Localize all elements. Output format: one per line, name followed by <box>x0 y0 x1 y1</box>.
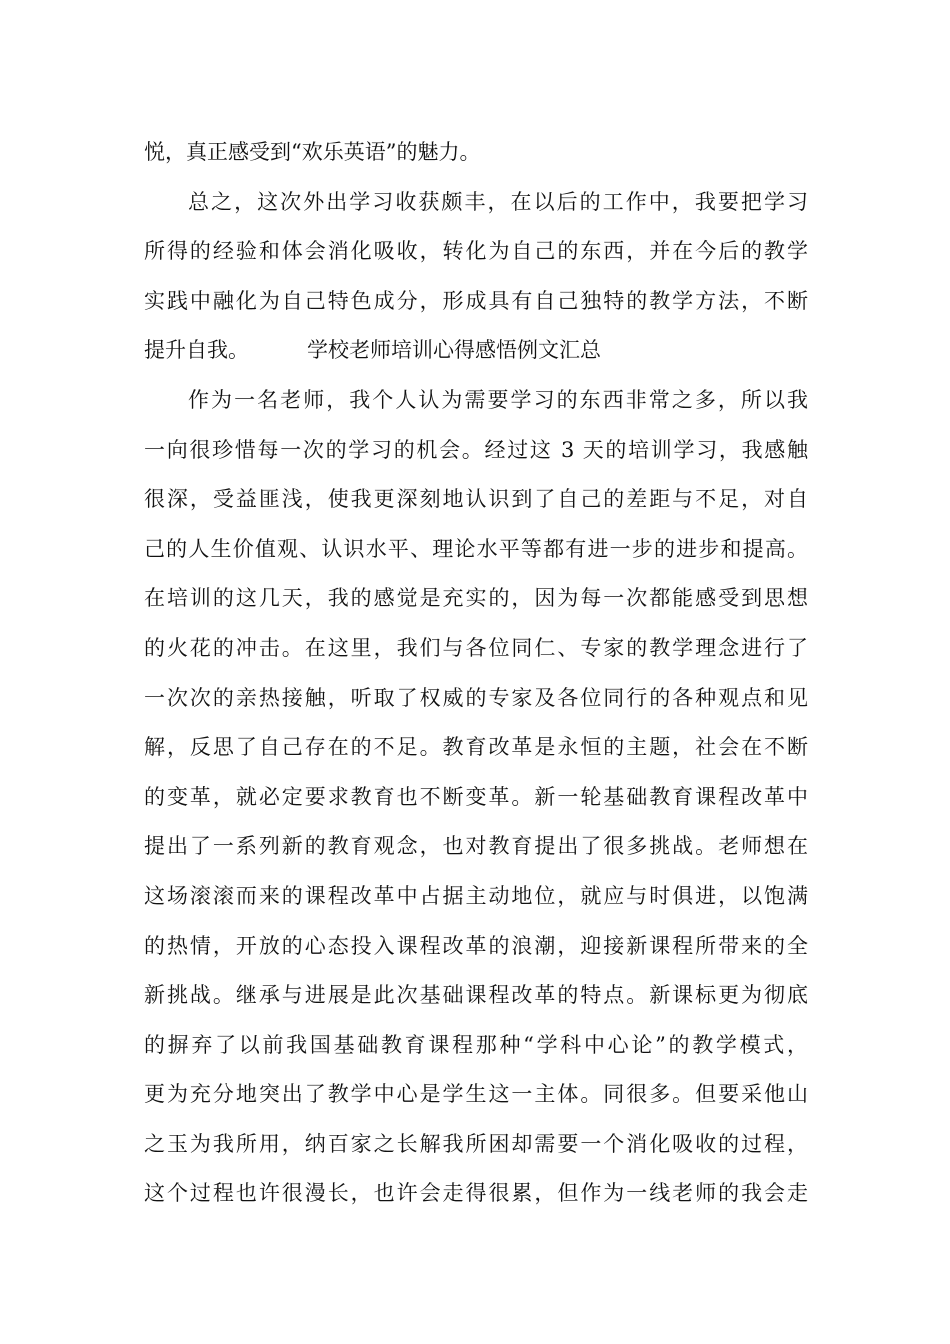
text-line: 一次次的亲热接触，听取了权威的专家及各位同行的各种观点和见 <box>144 685 808 710</box>
text-line: 的热情，开放的心态投入课程改革的浪潮，迎接新课程所带来的全 <box>144 933 808 958</box>
text-line: 己的人生价值观、认识水平、理论水平等都有进一步的进步和提高。 <box>144 536 808 561</box>
document-body <box>144 128 808 1219</box>
text-line: 解，反思了自己存在的不足。教育改革是永恒的主题，社会在不断 <box>144 735 808 760</box>
text-line: 新挑战。继承与进展是此次基础课程改革的特点。新课标更为彻底 <box>144 983 808 1008</box>
text-line: 的火花的冲击。在这里，我们与各位同仁、专家的教学理念进行了 <box>144 635 808 660</box>
text-line: 作为一名老师，我个人认为需要学习的东西非常之多，所以我 <box>188 387 808 412</box>
text-line-start: 提升自我。 <box>144 338 249 363</box>
text-line: 更为充分地突出了教学中心是学生这一主体。同很多。但要采他山 <box>144 1082 808 1107</box>
text-line: 的变革，就必定要求教育也不断变革。新一轮基础教育课程改革中 <box>144 784 808 809</box>
text-line: 提出了一系列新的教育观念，也对教育提出了很多挑战。老师想在 <box>144 834 808 859</box>
text-line: 之玉为我所用，纳百家之长解我所困却需要一个消化吸收的过程， <box>144 1131 808 1156</box>
text-line: 一向很珍惜每一次的学习的机会。经过这 3 天的培训学习，我感触 <box>144 437 808 462</box>
text-line: 的摒弃了以前我国基础教育课程那种“学科中心论”的教学模式， <box>144 1032 808 1057</box>
text-line: 在培训的这几天，我的感觉是充实的，因为每一次都能感受到思想 <box>144 586 808 611</box>
text-line: 这个过程也许很漫长，也许会走得很累，但作为一线老师的我会走 <box>144 1181 808 1206</box>
article-heading: 学校老师培训心得感悟例文汇总 <box>307 338 601 363</box>
text-line-with-heading <box>144 326 808 376</box>
paragraph-continuation <box>144 128 808 178</box>
text-line: 总之，这次外出学习收获颇丰，在以后的工作中，我要把学习 <box>188 189 808 214</box>
paragraph-summary <box>144 178 808 376</box>
text-line: 很深，受益匪浅，使我更深刻地认识到了自己的差距与不足，对自 <box>144 487 808 512</box>
text-line: 悦，真正感受到“欢乐英语”的魅力。 <box>144 140 481 164</box>
text-line: 所得的经验和体会消化吸收，转化为自己的东西，并在今后的教学 <box>144 239 808 264</box>
text-line: 这场滚滚而来的课程改革中占据主动地位，就应与时俱进，以饱满 <box>144 883 808 908</box>
text-line: 实践中融化为自己特色成分，形成具有自己独特的教学方法，不断 <box>144 288 808 313</box>
paragraph-main <box>144 376 808 1219</box>
